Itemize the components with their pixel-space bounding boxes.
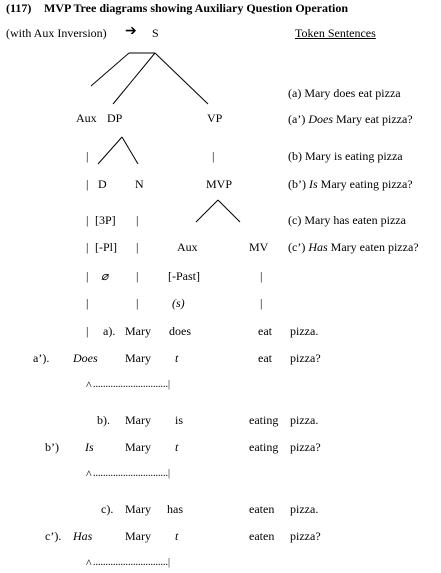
example-label: b). — [97, 413, 110, 427]
node-dp: DP — [107, 111, 123, 125]
feature-past: [-Past] — [168, 269, 200, 283]
word-subject: Mary — [125, 440, 151, 454]
word-subject: Mary — [125, 351, 151, 365]
aux-bar: | — [86, 296, 89, 310]
word-verb: eat — [258, 351, 272, 365]
trace: t — [175, 529, 179, 543]
token-sentence: (c) Mary has eaten pizza — [288, 213, 406, 227]
word-object: pizza? — [290, 351, 321, 365]
movement-caret: ^ — [86, 467, 92, 481]
mv-bar: | — [260, 269, 263, 283]
branch-dp-d — [98, 137, 122, 164]
word-aux-moved: Is — [85, 440, 94, 454]
word-object: pizza. — [290, 324, 319, 338]
movement-line: ..............................| — [93, 557, 171, 568]
branch-mvp-aux — [196, 200, 218, 222]
word-verb: eating — [249, 413, 279, 427]
aux-bar: | — [86, 177, 89, 191]
aux-bar: | — [86, 149, 89, 163]
word-verb: eating — [249, 440, 279, 454]
token-sentence: (b’) Is Mary eating pizza? — [288, 177, 413, 191]
word-aux-moved: Does — [73, 351, 98, 365]
n-bar: | — [136, 269, 139, 283]
example-label: c’). — [45, 529, 62, 543]
example-label: b’) — [45, 440, 59, 454]
word-verb: eaten — [249, 502, 275, 516]
aux-bar: | — [86, 240, 89, 254]
movement-caret: ^ — [86, 556, 92, 570]
node-aux-mvp: Aux — [177, 240, 198, 254]
mv-bar: | — [260, 296, 263, 310]
token-sentence: (a) Mary does eat pizza — [288, 86, 401, 100]
figure-title: MVP Tree diagrams showing Auxiliary Question Operation — [44, 1, 349, 15]
branch-s-a — [91, 53, 129, 86]
token-sentence: (c’) Has Mary eaten pizza? — [288, 240, 419, 254]
word-object: pizza. — [290, 502, 319, 516]
trace: t — [175, 440, 179, 454]
node-n: N — [135, 177, 144, 191]
example-label: a’). — [33, 351, 50, 365]
word-subject: Mary — [125, 324, 151, 338]
branch-dp-n — [122, 137, 138, 164]
word-subject: Mary — [125, 413, 151, 427]
movement-line: ..............................| — [93, 468, 171, 479]
word-verb: eaten — [249, 529, 275, 543]
movement-caret: ^ — [86, 378, 92, 392]
node-mvp: MVP — [206, 177, 233, 191]
n-bar: | — [136, 296, 139, 310]
node-d: D — [98, 177, 107, 191]
aux-bar: | — [86, 213, 89, 227]
word-aux: has — [167, 502, 183, 516]
node-aux: Aux — [76, 111, 97, 125]
n-bar: | — [136, 240, 139, 254]
feature-s: (s) — [172, 296, 185, 310]
word-object: pizza? — [290, 440, 321, 454]
subtitle: (with Aux Inversion) — [6, 26, 107, 40]
branch-mvp-mv — [218, 200, 240, 222]
movement-line: ..............................| — [93, 379, 171, 390]
node-s: S — [152, 26, 159, 40]
node-vp: VP — [207, 111, 223, 125]
feature-pl: [-Pl] — [95, 240, 117, 254]
token-sentences-heading: Token Sentences — [295, 26, 376, 40]
branch-s-dp — [113, 53, 155, 104]
aux-bar: | — [86, 324, 89, 338]
example-label: a). — [103, 324, 116, 338]
word-object: pizza? — [290, 529, 321, 543]
vp-bar: | — [212, 149, 215, 163]
feature-3p: [3P] — [95, 213, 116, 227]
trace: t — [175, 351, 179, 365]
word-aux: is — [175, 413, 184, 427]
word-aux: does — [169, 324, 191, 338]
word-verb: eat — [258, 324, 272, 338]
word-aux-moved: Has — [73, 529, 93, 543]
example-label: c). — [101, 502, 114, 516]
example-number: (117) — [6, 1, 32, 15]
word-subject: Mary — [125, 502, 151, 516]
node-mv: MV — [249, 240, 269, 254]
branch-s-vp — [155, 53, 208, 104]
word-subject: Mary — [125, 529, 151, 543]
null-symbol: ⌀ — [101, 269, 109, 283]
arrow-icon: ➔ — [125, 24, 137, 39]
aux-bar: | — [86, 269, 89, 283]
n-bar: | — [136, 213, 139, 227]
token-sentence: (a’) Does Mary eat pizza? — [288, 112, 413, 126]
token-sentence: (b) Mary is eating pizza — [288, 149, 403, 163]
word-object: pizza. — [290, 413, 319, 427]
